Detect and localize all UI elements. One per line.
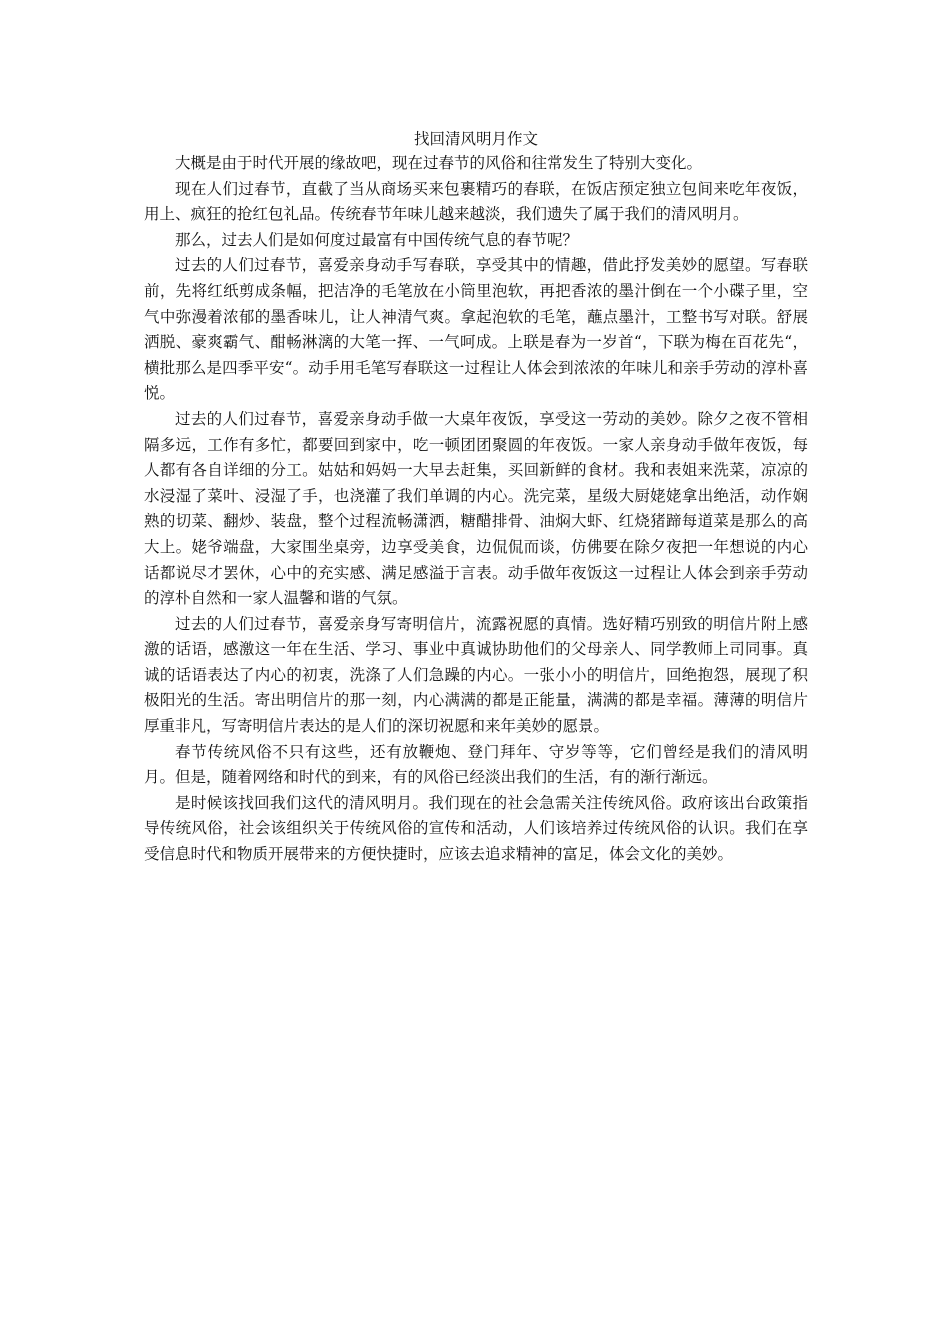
paragraph: 过去的人们过春节，喜爱亲身动手写春联，享受其中的情趣，借此抒发美妙的愿望。写春联前，先将红纸剪成条幅，把洁净的毛笔放在小筒里泡软，再把香浓的墨汁倒在一个小碟子里，空气中弥漫着浓郁的墨香味儿，让人神清气爽。拿起泡软的毛笔，蘸点墨汁，工整书写对联。舒展洒脱、豪爽霸气、酣畅淋漓的大笔一挥、一气呵成。上联是春为一岁首“，下联为梅在百花先“，横批那么是四季平安“。动手用毛笔写春联这一过程让人体会到浓浓的年味儿和亲手劳动的淳朴喜悦。 [144, 256, 808, 403]
paragraph: 过去的人们过春节，喜爱亲身动手做一大桌年夜饭，享受这一劳动的美妙。除夕之夜不管相隔多远，工作有多忙，都要回到家中，吃一顿团团聚圆的年夜饭。一家人亲身动手做年夜饭，每人都有各自详细的分工。姑姑和妈妈一大早去赶集，买回新鲜的食材。我和表姐来洗菜，凉凉的水浸湿了菜叶、浸湿了手，也浇灌了我们单调的内心。洗完菜，星级大厨姥姥拿出绝活，动作娴熟的切菜、翻炒、装盘，整个过程流畅潇洒，糖醋排骨、油焖大虾、红烧猪蹄每道菜是那么的高大上。姥爷端盘，大家围坐桌旁，边享受美食，边侃侃而谈，仿佛要在除夕夜把一年想说的内心话都说尽才罢休，心中的充实感、满足感溢于言表。动手做年夜饭这一过程让人体会到亲手劳动的淳朴自然和一家人温馨和谐的气氛。 [144, 409, 808, 608]
document-title: 找回清风明月作文 [413, 130, 538, 148]
paragraph: 过去的人们过春节，喜爱亲身写寄明信片，流露祝愿的真情。选好精巧别致的明信片附上感激的话语，感激这一年在生活、学习、事业中真诚协助他们的父母亲人、同学教师上司同事。真诚的话语表达了内心的初衷，洗涤了人们急躁的内心。一张小小的明信片，回绝抱怨，展现了积极阳光的生活。寄出明信片的那一刻，内心满满的都是正能量，满满的都是幸福。薄薄的明信片厚重非凡，写寄明信片表达的是人们的深切祝愿和来年美妙的愿景。 [144, 614, 808, 736]
paragraph: 大概是由于时代开展的缘故吧，现在过春节的风俗和往常发生了特别大变化。 [175, 154, 703, 172]
paragraph: 春节传统风俗不只有这些，还有放鞭炮、登门拜年、守岁等等，它们曾经是我们的清风明月。但是，随着网络和时代的到来，有的风俗已经淡出我们的生活，有的渐行渐远。 [144, 742, 808, 787]
paragraph: 那么，过去人们是如何度过最富有中国传统气息的春节呢？ [175, 230, 579, 249]
paragraph: 是时候该找回我们这代的清风明月。我们现在的社会急需关注传统风俗。政府该出台政策指导传统风俗，社会该组织关于传统风俗的宣传和活动，人们该培养过传统风俗的认识。我们在享受信息时代和物质开展带来的方便快捷时，应该去追求精神的富足，体会文化的美妙。 [144, 793, 808, 864]
document-body [144, 127, 808, 868]
paragraph: 现在人们过春节，直截了当从商场买来包裹精巧的春联，在饭店预定独立包间来吃年夜饭，用上、疯狂的抢红包礼品。传统春节年味儿越来越淡，我们遗失了属于我们的清风明月。 [144, 179, 808, 224]
